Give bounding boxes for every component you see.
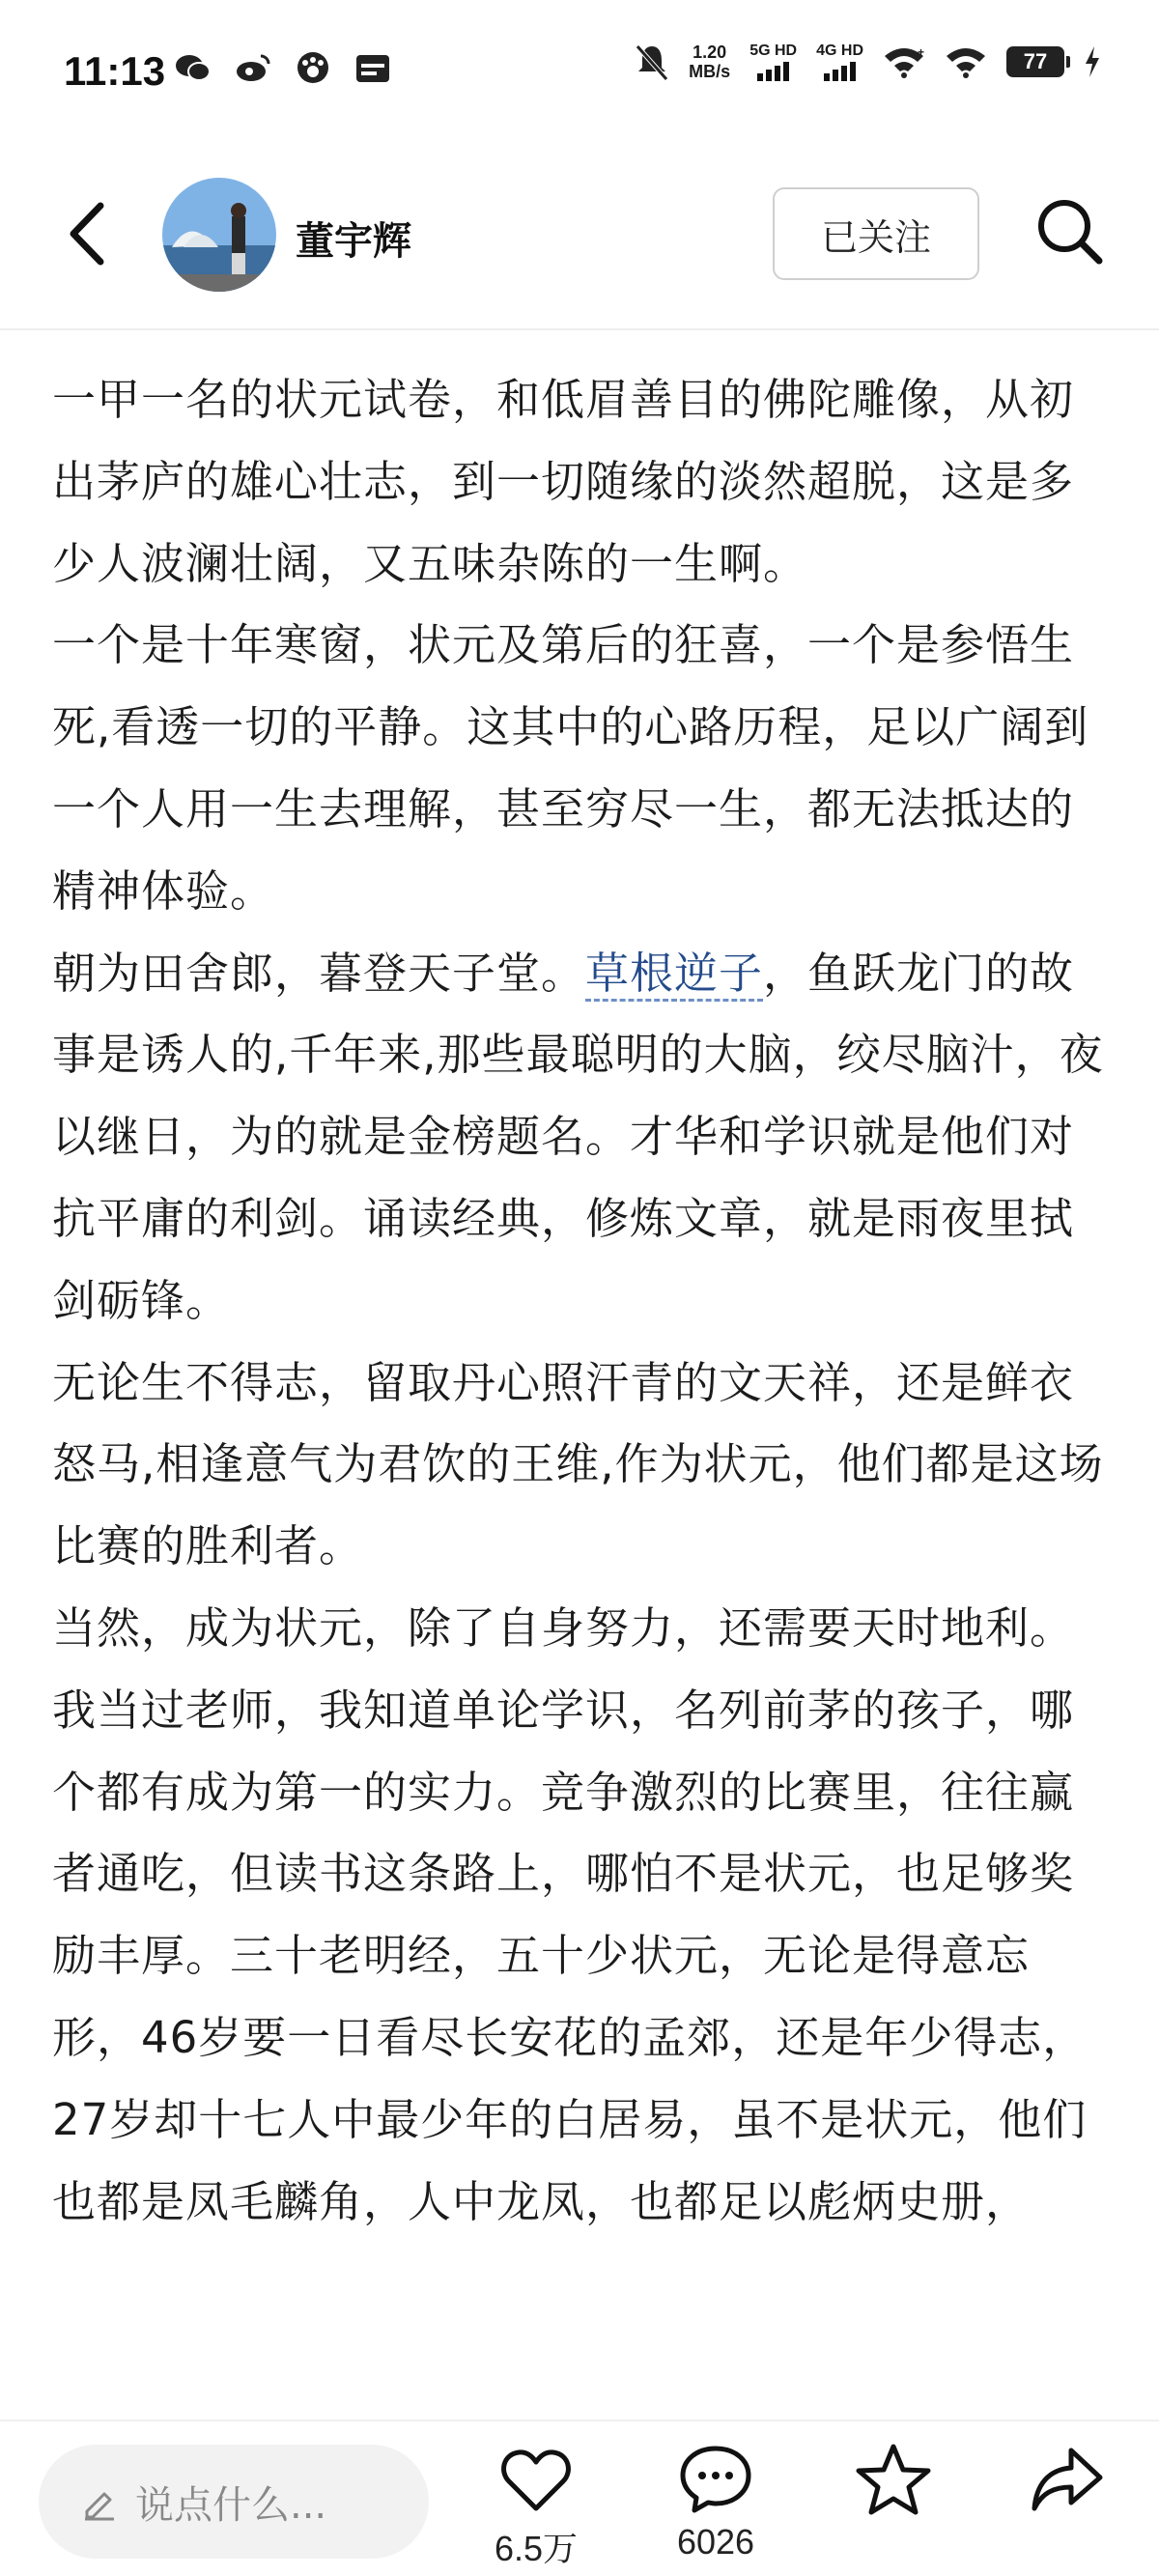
article-paragraph: 当然，成为状元，除了自身努力，还需要天时地利。我当过老师，我知道单论学识，名列前茅的孩子，哪个都有成为第一的实力。竞争激烈的比赛里，往往赢者通吃，但读书这条路上，哪怕不是状元，也足够奖励丰厚。三十老明经，五十少状元，无论是得意忘形，46岁要一日看尽长安花的孟郊，还是年少得志，27岁却十七人中最少年的白居易，虽不是状元，他们也都是凤毛麟角，人中龙凤，也都足以彪炳史册， xyxy=(52,1601,1088,2227)
article-paragraph: 无论生不得志，留取丹心照汗青的文天祥，还是鲜衣怒马,相逢意气为君饮的王维,作为状元，他们都是这场比赛的胜利者。 xyxy=(52,1356,1104,1572)
search-button[interactable] xyxy=(1032,193,1109,270)
header-divider xyxy=(0,328,1159,330)
bottom-action-bar xyxy=(0,2420,1159,2576)
article-paragraph xyxy=(52,933,1115,1343)
search-icon xyxy=(1032,193,1109,270)
share-button[interactable] xyxy=(1004,2441,1130,2518)
sim2-signal xyxy=(816,42,863,81)
wifi-icon xyxy=(945,44,987,79)
like-button[interactable] xyxy=(473,2441,599,2571)
status-app-icons xyxy=(174,50,392,85)
chevron-left-icon xyxy=(66,200,108,268)
status-time: 11:13 xyxy=(64,48,166,94)
net-speed-value: 1.20 xyxy=(693,42,727,62)
avatar-image xyxy=(162,178,276,292)
share-arrow-icon xyxy=(1029,2441,1106,2518)
article-paragraph: 一个是十年寒窗，状元及第后的狂喜，一个是参悟生死,看透一切的平静。这其中的心路历程，足以广阔到一个人用一生去理解，甚至穷尽一生，都无法抵达的精神体验。 xyxy=(52,619,1089,917)
star-icon xyxy=(855,2441,932,2518)
signal-bars-icon xyxy=(824,62,856,81)
signal-bars-icon xyxy=(757,62,789,81)
mute-bell-icon xyxy=(635,42,669,81)
net-speed xyxy=(689,42,730,81)
like-count: 6.5万 xyxy=(494,2529,579,2568)
wechat-icon xyxy=(174,50,212,85)
calendar-app-icon xyxy=(353,50,392,85)
status-bar xyxy=(0,0,1159,145)
back-button[interactable] xyxy=(58,195,116,272)
author-name[interactable]: 董宇辉 xyxy=(296,219,411,264)
comment-bubble-icon xyxy=(677,2441,754,2518)
overlay-strip xyxy=(823,2530,1142,2568)
following-button[interactable]: 已关注 xyxy=(773,187,979,280)
svg-text:+: + xyxy=(918,45,925,59)
comment-button[interactable] xyxy=(653,2441,778,2562)
topic-link[interactable]: 草根逆子 xyxy=(585,948,763,1002)
avatar[interactable] xyxy=(162,178,276,292)
comment-count: 6026 xyxy=(676,2522,755,2562)
profile-header xyxy=(0,155,1159,328)
sim2-label: 4G HD xyxy=(816,42,863,59)
battery-indicator: 77 xyxy=(1006,46,1064,77)
favorite-button[interactable] xyxy=(831,2441,956,2518)
weibo-icon xyxy=(234,50,272,85)
status-indicators xyxy=(635,42,1101,81)
article-body xyxy=(52,359,1115,2243)
sim1-label: 5G HD xyxy=(749,42,798,59)
heart-icon xyxy=(497,2441,575,2518)
comment-input[interactable] xyxy=(39,2445,429,2559)
sim1-signal xyxy=(749,42,797,81)
paragraph-text: ，鱼跃龙门的故事是诱人的,千年来,那些最聪明的大脑，绞尽脑汁，夜以继日，为的就是金榜题名。才华和学识就是他们对抗平庸的利剑。诵读经典，修炼文章，就是雨夜里拭剑砺锋。 xyxy=(52,947,1104,1326)
wifi-plus-icon xyxy=(883,44,925,79)
charging-bolt-icon xyxy=(1084,44,1101,79)
article-paragraph: 一甲一名的状元试卷，和低眉善目的佛陀雕像，从初出茅庐的雄心壮志，到一切随缘的淡然超脱，这是多少人波澜壮阔，又五味杂陈的一生啊。 xyxy=(52,374,1075,589)
net-speed-unit: MB/s xyxy=(689,62,731,81)
paw-app-icon xyxy=(294,50,332,85)
comment-placeholder: 说点什么... xyxy=(135,2482,327,2528)
pencil-icon xyxy=(79,2482,118,2521)
paragraph-text: 朝为田舍郎，暮登天子堂。 xyxy=(52,947,586,999)
